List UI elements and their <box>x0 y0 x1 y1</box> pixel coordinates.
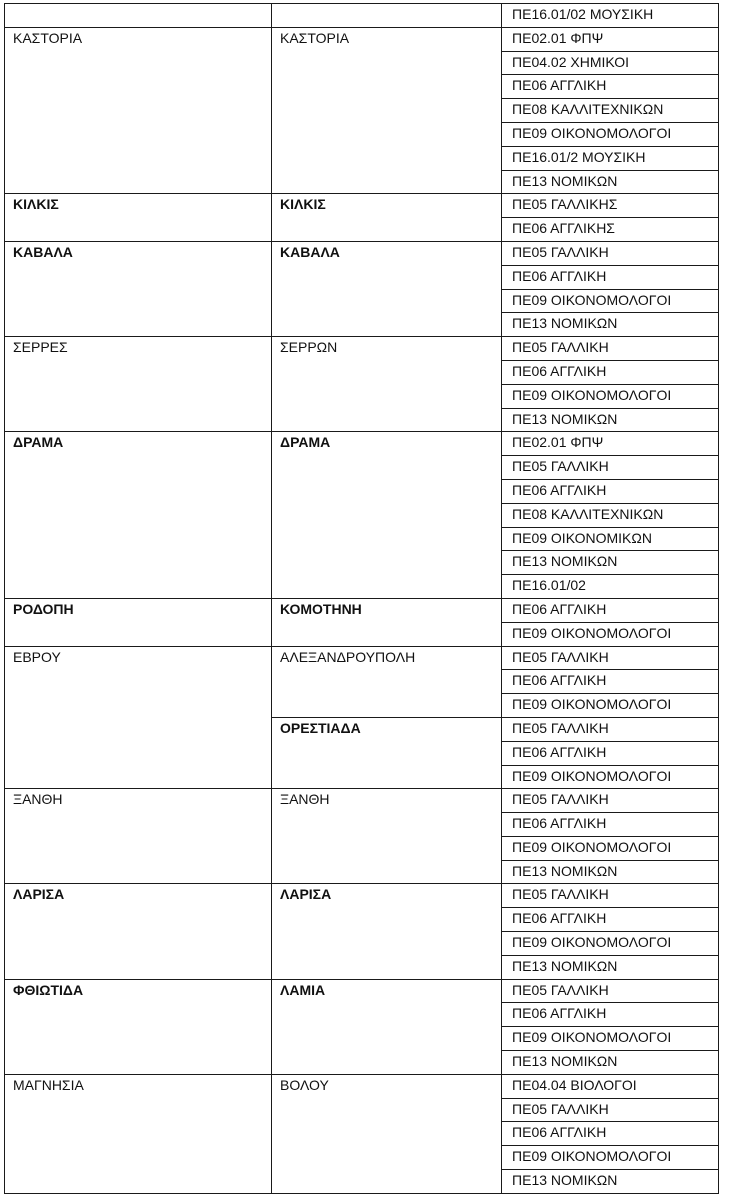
table-row <box>5 789 719 813</box>
specialty-cell: ΠΕ05 ΓΑΛΛΙΚΗ <box>502 884 719 908</box>
specialty-cell: ΠΕ06 ΑΓΓΛΙΚΗ <box>502 908 719 932</box>
table-row <box>5 979 719 1003</box>
specialty-cell: ΠΕ13 ΝΟΜΙΚΩΝ <box>502 408 719 432</box>
table-row <box>5 884 719 908</box>
table-row <box>5 646 719 670</box>
specialty-cell: ΠΕ06 ΑΓΓΛΙΚΗΣ <box>502 218 719 242</box>
specialty-cell: ΠΕ06 ΑΓΓΛΙΚΗ <box>502 670 719 694</box>
specialty-cell: ΠΕ05 ΓΑΛΛΙΚΗ <box>502 456 719 480</box>
county-cell: ΜΑΓΝΗΣΙΑ <box>5 1074 272 1193</box>
specialty-cell: ΠΕ04.04 ΒΙΟΛΟΓΟΙ <box>502 1074 719 1098</box>
specialty-cell: ΠΕ13 ΝΟΜΙΚΩΝ <box>502 1051 719 1075</box>
specialty-cell: ΠΕ06 ΑΓΓΛΙΚΗ <box>502 1122 719 1146</box>
county-cell: ΡΟΔΟΠΗ <box>5 598 272 646</box>
specialty-cell: ΠΕ16.01/2 ΜΟΥΣΙΚΗ <box>502 146 719 170</box>
table-row <box>5 241 719 265</box>
table-row <box>5 432 719 456</box>
specialty-cell: ΠΕ02.01 ΦΠΨ <box>502 27 719 51</box>
county-cell: ΕΒΡΟΥ <box>5 646 272 789</box>
specialty-cell: ΠΕ09 ΟΙΚΟΝΟΜΟΛΟΓΟΙ <box>502 289 719 313</box>
specialty-cell: ΠΕ09 ΟΙΚΟΝΟΜΟΛΟΓΟΙ <box>502 1146 719 1170</box>
table-row <box>5 337 719 361</box>
specialty-cell: ΠΕ09 ΟΙΚΟΝΟΜΟΛΟΓΟΙ <box>502 622 719 646</box>
city-cell: ΚΙΛΚΙΣ <box>272 194 502 242</box>
specialty-cell: ΠΕ06 ΑΓΓΛΙΚΗ <box>502 741 719 765</box>
specialty-cell: ΠΕ09 ΟΙΚΟΝΟΜΙΚΩΝ <box>502 527 719 551</box>
specialty-cell: ΠΕ06 ΑΓΓΛΙΚΗ <box>502 265 719 289</box>
county-cell: ΚΙΛΚΙΣ <box>5 194 272 242</box>
specialty-cell: ΠΕ09 ΟΙΚΟΝΟΜΟΛΟΓΟΙ <box>502 384 719 408</box>
county-cell: ΦΘΙΩΤΙΔΑ <box>5 979 272 1074</box>
specialty-cell: ΠΕ13 ΝΟΜΙΚΩΝ <box>502 313 719 337</box>
specialty-cell: ΠΕ06 ΑΓΓΛΙΚΗ <box>502 813 719 837</box>
specialty-cell: ΠΕ04.02 ΧΗΜΙΚΟΙ <box>502 51 719 75</box>
specialty-cell: ΠΕ06 ΑΓΓΛΙΚΗ <box>502 479 719 503</box>
specialty-cell: ΠΕ13 ΝΟΜΙΚΩΝ <box>502 551 719 575</box>
table-body <box>5 4 719 1194</box>
specialty-cell: ΠΕ16.01/02 ΜΟΥΣΙΚΗ <box>502 4 719 28</box>
specialty-cell: ΠΕ05 ΓΑΛΛΙΚΗ <box>502 789 719 813</box>
city-cell: ΚΑΣΤΟΡΙΑ <box>272 27 502 194</box>
specialty-cell: ΠΕ05 ΓΑΛΛΙΚΗ <box>502 1098 719 1122</box>
city-cell: ΛΑΡΙΣΑ <box>272 884 502 979</box>
county-cell: ΛΑΡΙΣΑ <box>5 884 272 979</box>
city-cell: ΒΟΛΟΥ <box>272 1074 502 1193</box>
county-cell: ΔΡΑΜΑ <box>5 432 272 599</box>
specialty-cell: ΠΕ09 ΟΙΚΟΝΟΜΟΛΟΓΟΙ <box>502 122 719 146</box>
specialty-cell: ΠΕ06 ΑΓΓΛΙΚΗ <box>502 598 719 622</box>
specialty-cell: ΠΕ05 ΓΑΛΛΙΚΗ <box>502 646 719 670</box>
table-row <box>5 27 719 51</box>
specialty-cell: ΠΕ08 ΚΑΛΛΙΤΕΧΝΙΚΩΝ <box>502 99 719 123</box>
city-cell: ΚΑΒΑΛΑ <box>272 241 502 336</box>
specialties-table <box>4 3 719 1194</box>
specialty-cell: ΠΕ08 ΚΑΛΛΙΤΕΧΝΙΚΩΝ <box>502 503 719 527</box>
table-row <box>5 598 719 622</box>
county-cell: ΞΑΝΘΗ <box>5 789 272 884</box>
table-row <box>5 1074 719 1098</box>
specialty-cell: ΠΕ13 ΝΟΜΙΚΩΝ <box>502 170 719 194</box>
specialty-cell: ΠΕ09 ΟΙΚΟΝΟΜΟΛΟΓΟΙ <box>502 1027 719 1051</box>
specialty-cell: ΠΕ13 ΝΟΜΙΚΩΝ <box>502 860 719 884</box>
city-cell: ΔΡΑΜΑ <box>272 432 502 599</box>
city-cell <box>272 4 502 28</box>
specialty-cell: ΠΕ13 ΝΟΜΙΚΩΝ <box>502 1170 719 1194</box>
county-cell: ΣΕΡΡΕΣ <box>5 337 272 432</box>
specialty-cell: ΠΕ09 ΟΙΚΟΝΟΜΟΛΟΓΟΙ <box>502 765 719 789</box>
specialty-cell: ΠΕ06 ΑΓΓΛΙΚΗ <box>502 75 719 99</box>
specialty-cell: ΠΕ09 ΟΙΚΟΝΟΜΟΛΟΓΟΙ <box>502 932 719 956</box>
specialty-cell: ΠΕ09 ΟΙΚΟΝΟΜΟΛΟΓΟΙ <box>502 694 719 718</box>
specialty-cell: ΠΕ13 ΝΟΜΙΚΩΝ <box>502 955 719 979</box>
specialty-cell: ΠΕ05 ΓΑΛΛΙΚΗ <box>502 717 719 741</box>
county-cell: ΚΑΒΑΛΑ <box>5 241 272 336</box>
specialty-cell: ΠΕ05 ΓΑΛΛΙΚΗ <box>502 979 719 1003</box>
city-cell: ΟΡΕΣΤΙΑΔΑ <box>272 717 502 788</box>
county-cell <box>5 4 272 28</box>
table-row <box>5 4 719 28</box>
city-cell: ΚΟΜΟΤΗΝΗ <box>272 598 502 646</box>
specialty-cell: ΠΕ06 ΑΓΓΛΙΚΗ <box>502 1003 719 1027</box>
county-cell: ΚΑΣΤΟΡΙΑ <box>5 27 272 194</box>
specialty-cell: ΠΕ05 ΓΑΛΛΙΚΗ <box>502 241 719 265</box>
specialty-cell: ΠΕ02.01 ΦΠΨ <box>502 432 719 456</box>
specialty-cell: ΠΕ05 ΓΑΛΛΙΚΗΣ <box>502 194 719 218</box>
specialty-cell: ΠΕ09 ΟΙΚΟΝΟΜΟΛΟΓΟΙ <box>502 836 719 860</box>
city-cell: ΛΑΜΙΑ <box>272 979 502 1074</box>
city-cell: ΣΕΡΡΩΝ <box>272 337 502 432</box>
table-row <box>5 194 719 218</box>
specialty-cell: ΠΕ16.01/02 <box>502 575 719 599</box>
specialty-cell: ΠΕ05 ΓΑΛΛΙΚΗ <box>502 337 719 361</box>
city-cell: ΑΛΕΞΑΝΔΡΟΥΠΟΛΗ <box>272 646 502 717</box>
city-cell: ΞΑΝΘΗ <box>272 789 502 884</box>
specialty-cell: ΠΕ06 ΑΓΓΛΙΚΗ <box>502 360 719 384</box>
